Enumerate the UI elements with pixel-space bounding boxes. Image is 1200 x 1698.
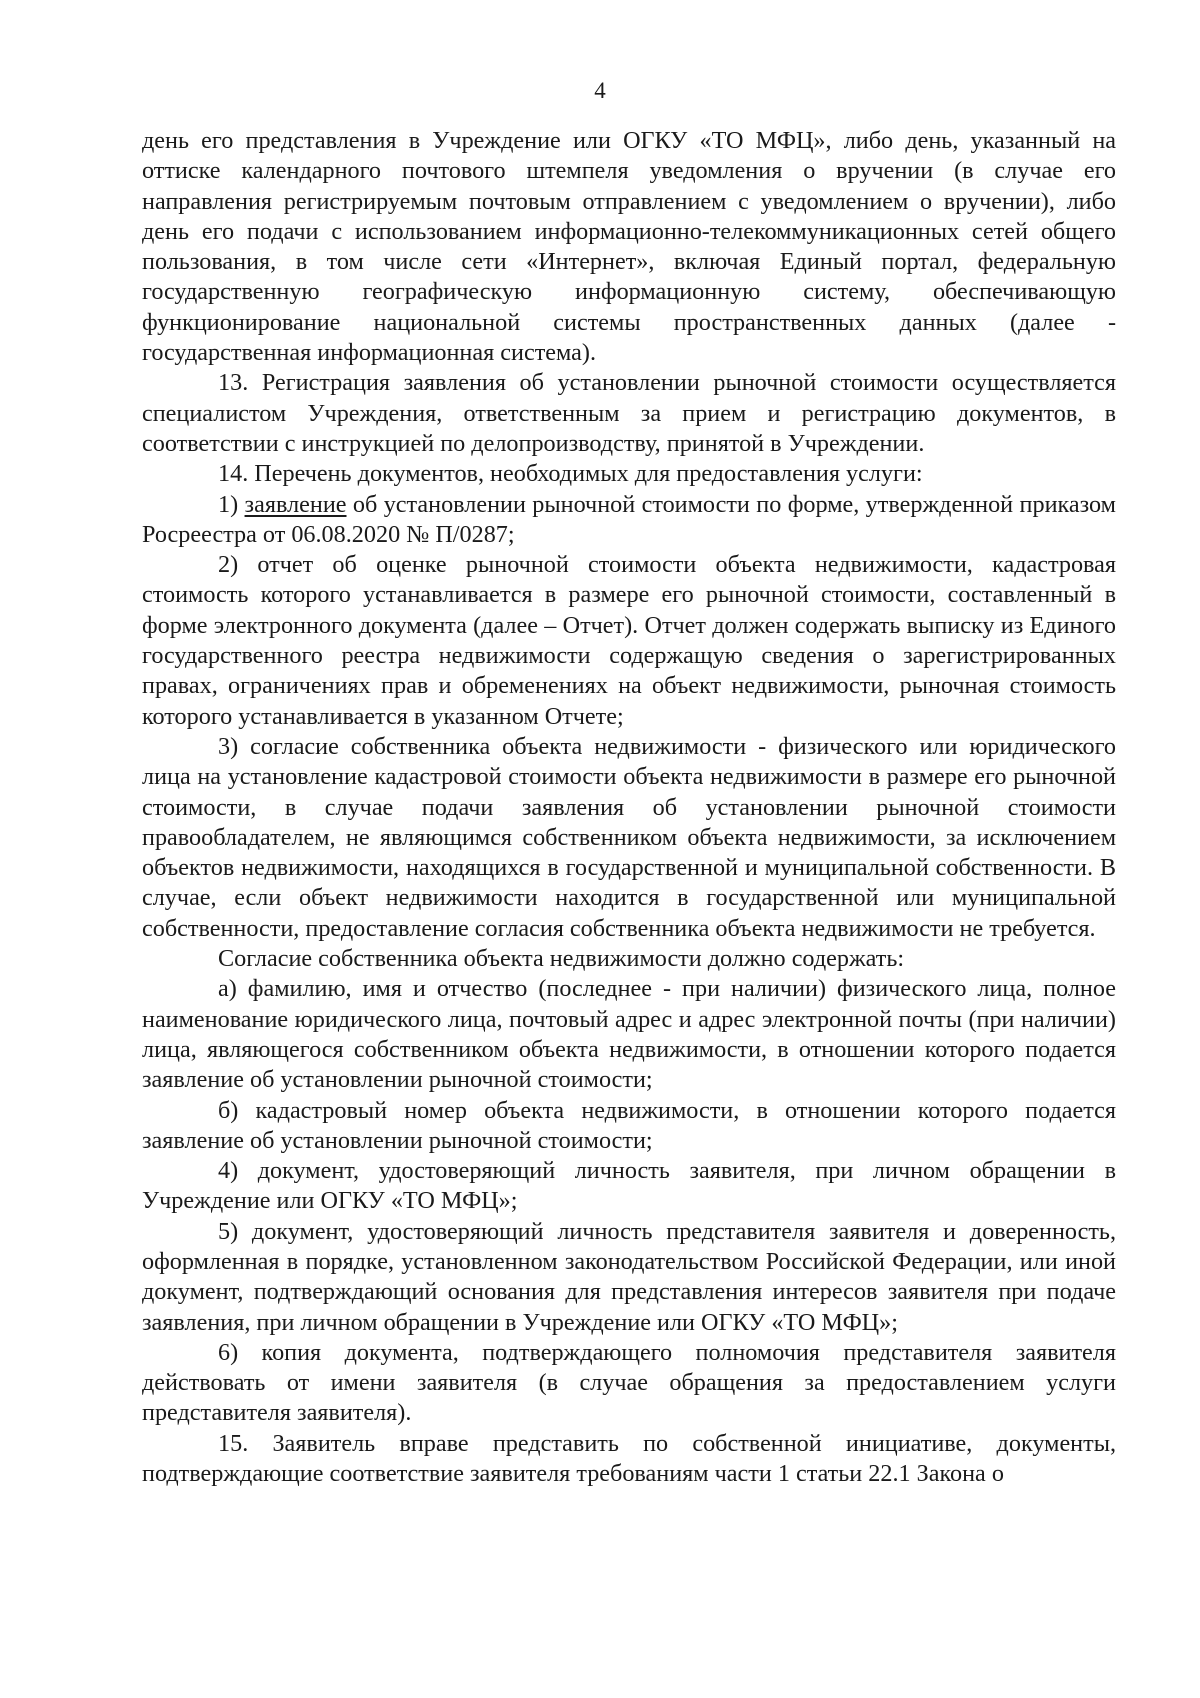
paragraph-subitem-2: 2) отчет об оценке рыночной стоимости объекта недвижимости, кадастровая стоимость которого устанавливается в размере его рыночной стоимости, составленный в форме электронного документа (далее – Отчет). Отчет должен содержать выписку из Единого государственного реестра недвижимости содержащую сведения о зарегистрированных правах, ограничениях прав и обременениях на объект недвижимости, рыночная стоимость которого устанавливается в указанном Отчете; bbox=[142, 551, 1116, 730]
paragraph-item-14: 14. Перечень документов, необходимых для предоставления услуги: bbox=[218, 460, 923, 488]
subitem-1-prefix: 1) bbox=[218, 490, 245, 518]
paragraph-consent-contents: Согласие собственника объекта недвижимости должно содержать: bbox=[218, 945, 905, 973]
paragraph-subitem-b: б) кадастровый номер объекта недвижимости, в отношении которого подается заявление об установлении рыночной стоимости; bbox=[142, 1096, 1116, 1154]
application-link-text: заявление bbox=[244, 490, 347, 518]
paragraph-subitem-a: а) фамилию, имя и отчество (последнее - при наличии) физического лица, полное наименование юридического лица, почтовый адрес и адрес электронной почты (при наличии) лица, являющегося собственником объекта недвижимости, в отношении которого подается заявление об установлении рыночной стоимости; bbox=[142, 975, 1116, 1094]
paragraph-subitem-4: 4) документ, удостоверяющий личность заявителя, при личном обращении в Учреждение или ОГКУ «ТО МФЦ»; bbox=[142, 1157, 1116, 1215]
paragraph-subitem-6: 6) копия документа, подтверждающего полномочия представителя заявителя действовать от имени заявителя (в случае обращения за предоставлением услуги представителя заявителя). bbox=[142, 1338, 1116, 1427]
paragraph-continuation: день его представления в Учреждение или ОГКУ «ТО МФЦ», либо день, указанный на оттиске календарного почтового штемпеля уведомления о вручении (в случае его направления регистрируемым почтовым отправлением с уведомлением о вручении), либо день его подачи с использованием информационно-телекоммуникационных сетей общего пользования, в том числе сети «Интернет», включая Единый портал, федеральную государственную географическую информационную систему, обеспечивающую функционирование национальной системы пространственных данных (далее - государственная информационная система). bbox=[142, 127, 1116, 367]
paragraph-item-15: 15. Заявитель вправе представить по собственной инициативе, документы, подтверждающие соответствие заявителя требованиям части 1 статьи 22.1 Закона о bbox=[142, 1429, 1116, 1488]
document-body bbox=[142, 126, 1116, 1489]
paragraph-subitem-5: 5) документ, удостоверяющий личность представителя заявителя и доверенность, оформленная в порядке, установленном законодательством Российской Федерации, или иной документ, подтверждающий основания для представления интересов заявителя при подаче заявления, при личном обращении в Учреждение или ОГКУ «ТО МФЦ»; bbox=[142, 1217, 1116, 1336]
paragraph-subitem-1 bbox=[142, 490, 1116, 551]
subitem-1-text: об установлении рыночной стоимости по форме, утвержденной приказом Росреестра от 06.08.2020 № П/0287; bbox=[142, 490, 1116, 548]
page-number: 4 bbox=[594, 78, 606, 103]
paragraph-item-13: 13. Регистрация заявления об установлении рыночной стоимости осуществляется специалистом Учреждения, ответственным за прием и регистрацию документов, в соответствии с инструкцией по делопроизводству, принятой в Учреждении. bbox=[142, 369, 1116, 457]
paragraph-subitem-3: 3) согласие собственника объекта недвижимости - физического или юридического лица на установление кадастровой стоимости объекта недвижимости в размере его рыночной стоимости, в случае подачи заявления об установлении рыночной стоимости правообладателем, не являющимся собственником объекта недвижимости, за исключением объектов недвижимости, находящихся в государственной и муниципальной собственности. В случае, если объект недвижимости находится в государственной или муниципальной собственности, предоставление согласия собственника объекта недвижимости не требуется. bbox=[142, 732, 1116, 942]
